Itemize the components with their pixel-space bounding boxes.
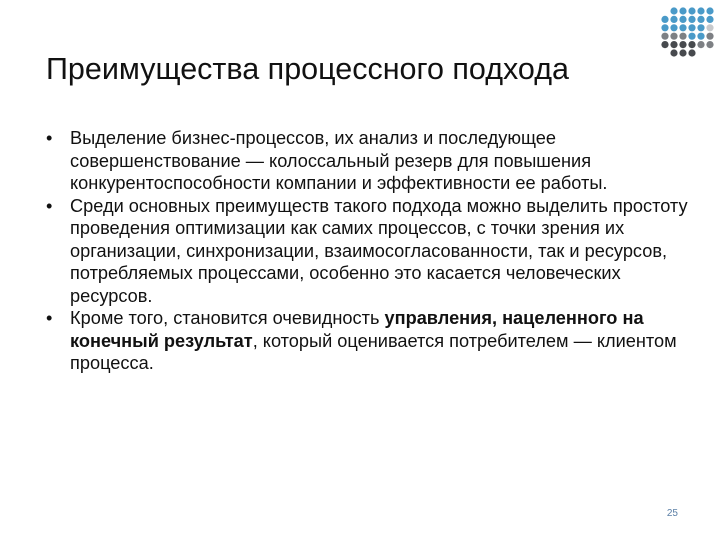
logo-dot [679, 16, 686, 23]
logo-dot [679, 33, 686, 40]
logo-dot [697, 16, 704, 23]
logo-dot [688, 41, 695, 48]
page-number: 25 [666, 508, 678, 519]
dot-grid-logo [660, 6, 716, 58]
logo-dot [697, 7, 704, 14]
logo-dot [670, 49, 677, 56]
logo-dot [688, 7, 695, 14]
logo-dot [697, 24, 704, 31]
logo-dot [661, 33, 668, 40]
logo-dot [661, 41, 668, 48]
logo-dot [706, 33, 713, 40]
logo-dot [688, 49, 695, 56]
bullet-marker: • [46, 195, 53, 216]
bullet-list [46, 127, 696, 375]
bullet-text-bold: управления, нацеленного на конечный результат [70, 308, 644, 351]
bullet-item [46, 307, 696, 375]
bullet-text: Выделение бизнес-процессов, их анализ и последующее совершенствование — колоссальный резерв для повышения конкурентоспособности компании и эффективности ее работы. [70, 128, 608, 193]
logo-dot [697, 33, 704, 40]
bullet-item [46, 195, 696, 308]
logo-dot [670, 16, 677, 23]
logo-dot [706, 7, 713, 14]
bullet-text-end: , который оценивается потребителем — клиентом процесса. [70, 330, 677, 373]
logo-dot [688, 33, 695, 40]
bullet-marker: • [46, 308, 53, 328]
logo-dot [670, 24, 677, 31]
logo-dot [697, 41, 704, 48]
logo-dot [688, 16, 695, 23]
logo-dot [679, 24, 686, 31]
bullet-text: Среди основных преимуществ такого подхода можно выделить простоту проведения оптимизации как самих процессов, с точки зрения их организации, синхронизации, взаимосогласованности, так и ресурсов, потребляемых процессами, особенно это касается человеческих ресурсов. [70, 195, 688, 306]
bullet-marker: • [46, 128, 53, 148]
logo-dot [706, 24, 713, 31]
logo-dot [661, 16, 668, 23]
logo-dot [670, 41, 677, 48]
logo-dot [679, 49, 686, 56]
logo-dot [706, 16, 713, 23]
logo-dot [688, 24, 695, 31]
logo-dot [706, 41, 713, 48]
logo-dot [679, 7, 686, 14]
logo-dot [679, 41, 686, 48]
logo-dot [670, 7, 677, 14]
logo-dot [670, 33, 677, 40]
bullet-text-start: Кроме того, становится очевидность [70, 308, 385, 328]
bullet-item [46, 127, 696, 195]
slide-title: Преимущества процессного подхода [46, 52, 569, 86]
logo-dot [661, 24, 668, 31]
